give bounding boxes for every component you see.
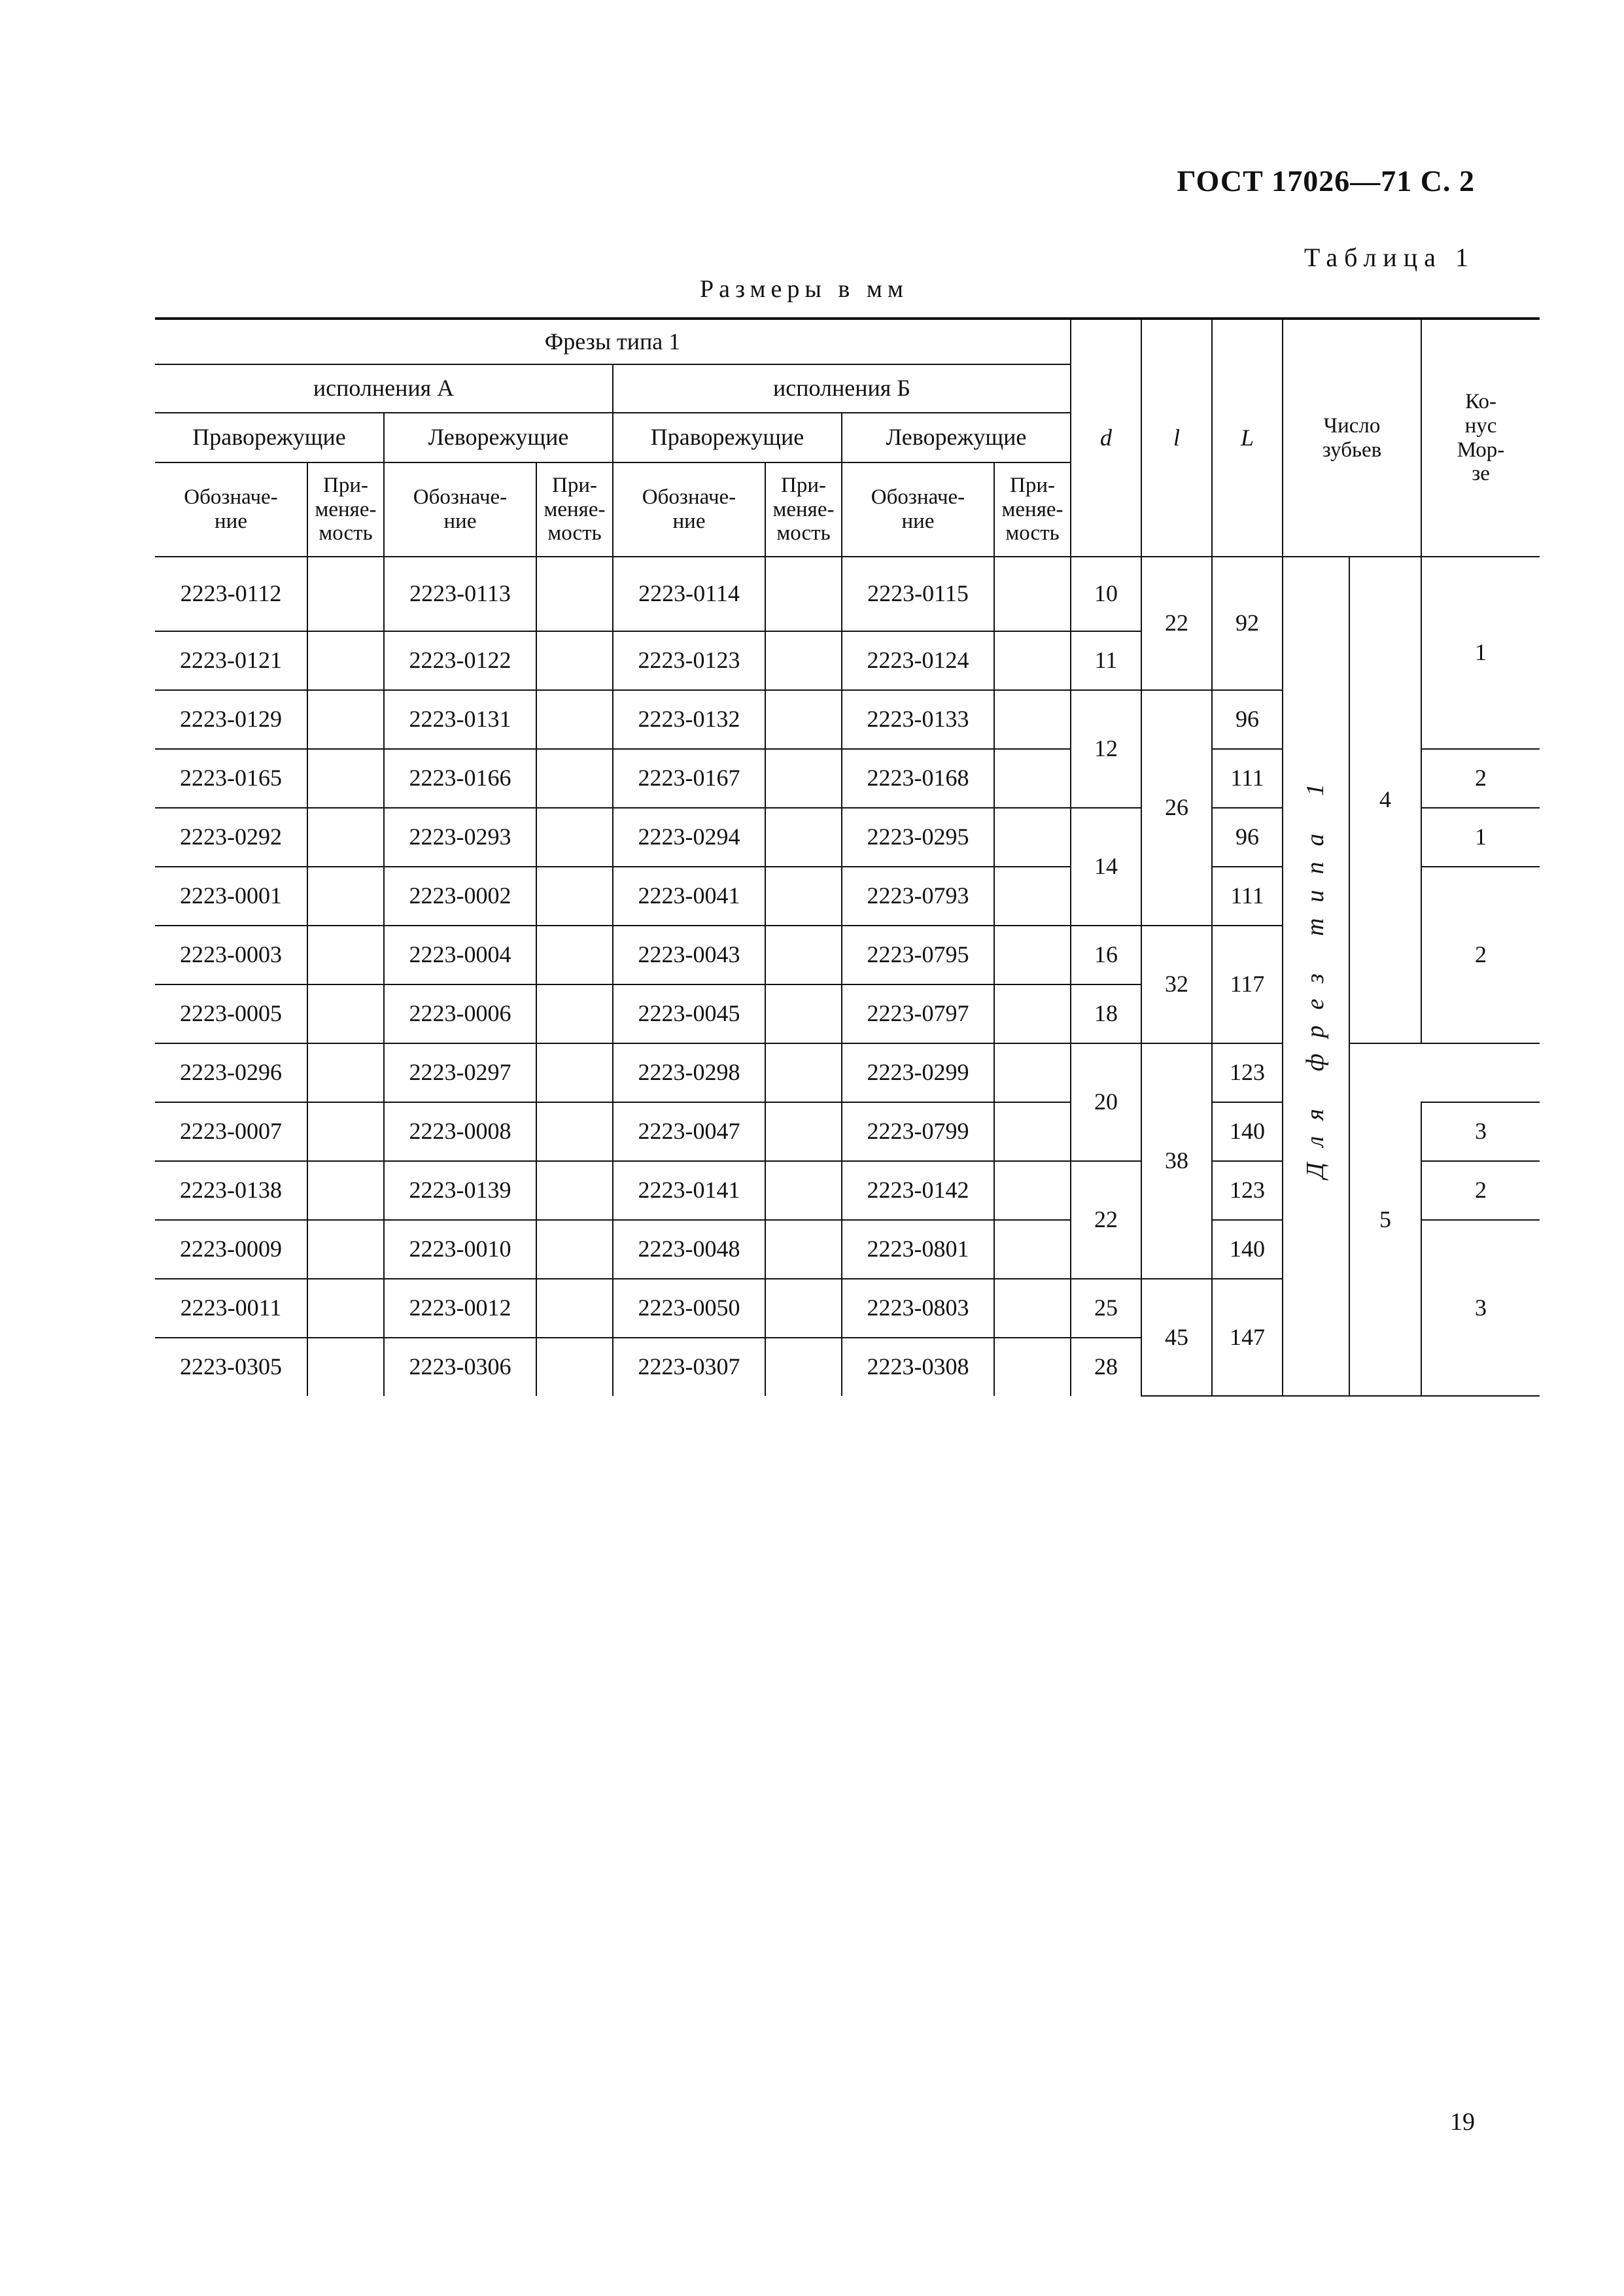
- designation-cell: 2223-0041: [613, 867, 765, 926]
- applicability-header: При- меняе- мость: [994, 462, 1071, 557]
- page-number: 19: [1450, 2108, 1475, 2136]
- designation-cell: 2223-0797: [842, 984, 994, 1043]
- designation-cell: 2223-0112: [155, 557, 307, 631]
- designation-header: Обозначе- ние: [384, 462, 536, 557]
- applicability-cell: [994, 631, 1071, 690]
- morse-taper-header: Ко- нус Мор- зе: [1421, 319, 1540, 557]
- d-cell: 11: [1071, 631, 1141, 690]
- applicability-cell: [307, 557, 384, 631]
- applicability-cell: [994, 1043, 1071, 1102]
- document-header: ГОСТ 17026—71 С. 2: [1177, 164, 1475, 198]
- applicability-cell: [994, 557, 1071, 631]
- applicability-cell: [994, 867, 1071, 926]
- applicability-cell: [765, 1220, 842, 1279]
- vertical-note: Для фрез типа 1: [1302, 768, 1330, 1179]
- d-cell: 28: [1071, 1338, 1141, 1396]
- designation-cell: 2223-0295: [842, 808, 994, 867]
- d-header: d: [1071, 319, 1141, 557]
- applicability-cell: [307, 808, 384, 867]
- applicability-cell: [536, 926, 613, 984]
- table-label: Таблица 1: [1304, 243, 1475, 272]
- applicability-cell: [994, 808, 1071, 867]
- designation-cell: 2223-0142: [842, 1161, 994, 1220]
- group-title-header: Фрезы типа 1: [155, 319, 1071, 364]
- designation-cell: 2223-0167: [613, 749, 765, 808]
- d-cell: 14: [1071, 808, 1141, 926]
- designation-cell: 2223-0307: [613, 1338, 765, 1396]
- designation-cell: 2223-0308: [842, 1338, 994, 1396]
- L-cell: 123: [1212, 1161, 1283, 1220]
- applicability-cell: [307, 749, 384, 808]
- designation-cell: 2223-0004: [384, 926, 536, 984]
- applicability-cell: [536, 984, 613, 1043]
- applicability-cell: [307, 926, 384, 984]
- applicability-cell: [536, 557, 613, 631]
- b-right-cut-header: Праворежущие: [613, 413, 842, 462]
- l-cell: 22: [1141, 557, 1212, 690]
- applicability-cell: [765, 1338, 842, 1396]
- designation-cell: 2223-0047: [613, 1102, 765, 1161]
- designation-cell: 2223-0795: [842, 926, 994, 984]
- applicability-cell: [307, 1043, 384, 1102]
- d-cell: 10: [1071, 557, 1141, 631]
- applicability-cell: [536, 749, 613, 808]
- applicability-cell: [307, 984, 384, 1043]
- d-cell: 12: [1071, 690, 1141, 808]
- L-cell: 96: [1212, 690, 1283, 749]
- L-cell: 123: [1212, 1043, 1283, 1102]
- l-cell: 26: [1141, 690, 1212, 926]
- d-cell: 18: [1071, 984, 1141, 1043]
- applicability-cell: [994, 1338, 1071, 1396]
- L-cell: 140: [1212, 1102, 1283, 1161]
- l-cell: 38: [1141, 1043, 1212, 1279]
- designation-cell: 2223-0299: [842, 1043, 994, 1102]
- teeth-cell: 5: [1349, 1043, 1421, 1396]
- designation-cell: 2223-0007: [155, 1102, 307, 1161]
- applicability-header: При- меняе- мость: [765, 462, 842, 557]
- applicability-cell: [765, 1279, 842, 1338]
- applicability-cell: [765, 631, 842, 690]
- execution-b-header: исполнения Б: [613, 364, 1071, 413]
- designation-cell: 2223-0006: [384, 984, 536, 1043]
- morse-cell: 2: [1421, 749, 1540, 808]
- applicability-cell: [307, 631, 384, 690]
- d-cell: 20: [1071, 1043, 1141, 1161]
- designation-cell: 2223-0293: [384, 808, 536, 867]
- applicability-cell: [765, 808, 842, 867]
- applicability-cell: [536, 1102, 613, 1161]
- l-header: l: [1141, 319, 1212, 557]
- L-header: L: [1212, 319, 1283, 557]
- designation-cell: 2223-0010: [384, 1220, 536, 1279]
- l-cell: 45: [1141, 1279, 1212, 1396]
- applicability-cell: [765, 867, 842, 926]
- d-cell: 16: [1071, 926, 1141, 984]
- designation-header: Обозначе- ние: [842, 462, 994, 557]
- applicability-cell: [994, 1161, 1071, 1220]
- designation-cell: 2223-0131: [384, 690, 536, 749]
- designation-cell: 2223-0799: [842, 1102, 994, 1161]
- teeth-cell: 4: [1349, 557, 1421, 1043]
- designation-cell: 2223-0043: [613, 926, 765, 984]
- designation-cell: 2223-0122: [384, 631, 536, 690]
- teeth-count-header: Число зубьев: [1283, 319, 1421, 557]
- designation-cell: 2223-0305: [155, 1338, 307, 1396]
- applicability-header: При- меняе- мость: [307, 462, 384, 557]
- designation-cell: 2223-0132: [613, 690, 765, 749]
- L-cell: 111: [1212, 749, 1283, 808]
- applicability-cell: [994, 1220, 1071, 1279]
- L-cell: 140: [1212, 1220, 1283, 1279]
- designation-cell: 2223-0005: [155, 984, 307, 1043]
- applicability-cell: [994, 1102, 1071, 1161]
- units-caption: Размеры в мм: [700, 275, 908, 303]
- applicability-cell: [307, 1102, 384, 1161]
- applicability-header: При- меняе- мость: [536, 462, 613, 557]
- applicability-cell: [994, 926, 1071, 984]
- applicability-cell: [307, 1161, 384, 1220]
- morse-cell: 2: [1421, 1161, 1540, 1220]
- applicability-cell: [765, 1102, 842, 1161]
- designation-cell: 2223-0294: [613, 808, 765, 867]
- designation-cell: 2223-0133: [842, 690, 994, 749]
- applicability-cell: [536, 690, 613, 749]
- designation-cell: 2223-0012: [384, 1279, 536, 1338]
- applicability-cell: [765, 926, 842, 984]
- applicability-cell: [765, 749, 842, 808]
- designation-cell: 2223-0003: [155, 926, 307, 984]
- applicability-cell: [765, 1161, 842, 1220]
- designation-cell: 2223-0115: [842, 557, 994, 631]
- applicability-cell: [536, 1161, 613, 1220]
- designation-header: Обозначе- ние: [613, 462, 765, 557]
- designation-cell: 2223-0008: [384, 1102, 536, 1161]
- designation-cell: 2223-0165: [155, 749, 307, 808]
- applicability-cell: [536, 631, 613, 690]
- designation-cell: 2223-0121: [155, 631, 307, 690]
- applicability-cell: [536, 1279, 613, 1338]
- designation-header: Обозначе- ние: [155, 462, 307, 557]
- applicability-cell: [307, 690, 384, 749]
- morse-cell: 2: [1421, 867, 1540, 1043]
- table-row: [155, 557, 1540, 631]
- applicability-cell: [765, 1043, 842, 1102]
- designation-cell: 2223-0050: [613, 1279, 765, 1338]
- designation-cell: 2223-0141: [613, 1161, 765, 1220]
- applicability-cell: [536, 1338, 613, 1396]
- designation-cell: 2223-0011: [155, 1279, 307, 1338]
- designation-cell: 2223-0048: [613, 1220, 765, 1279]
- applicability-cell: [307, 1279, 384, 1338]
- L-cell: 147: [1212, 1279, 1283, 1396]
- applicability-cell: [536, 808, 613, 867]
- applicability-cell: [307, 867, 384, 926]
- applicability-cell: [994, 749, 1071, 808]
- designation-cell: 2223-0009: [155, 1220, 307, 1279]
- applicability-cell: [536, 867, 613, 926]
- designation-cell: 2223-0801: [842, 1220, 994, 1279]
- applicability-cell: [307, 1220, 384, 1279]
- a-left-cut-header: Леворежущие: [384, 413, 613, 462]
- designation-cell: 2223-0298: [613, 1043, 765, 1102]
- designation-cell: 2223-0045: [613, 984, 765, 1043]
- designation-cell: 2223-0168: [842, 749, 994, 808]
- designation-cell: 2223-0296: [155, 1043, 307, 1102]
- applicability-cell: [765, 690, 842, 749]
- applicability-cell: [765, 984, 842, 1043]
- designation-cell: 2223-0139: [384, 1161, 536, 1220]
- designation-cell: 2223-0129: [155, 690, 307, 749]
- cutters-table: [155, 317, 1540, 1397]
- designation-cell: 2223-0123: [613, 631, 765, 690]
- designation-cell: 2223-0306: [384, 1338, 536, 1396]
- designation-cell: 2223-0124: [842, 631, 994, 690]
- L-cell: 117: [1212, 926, 1283, 1043]
- note-cell: [1283, 557, 1349, 1396]
- designation-cell: 2223-0001: [155, 867, 307, 926]
- applicability-cell: [765, 557, 842, 631]
- applicability-cell: [536, 1043, 613, 1102]
- applicability-cell: [307, 1338, 384, 1396]
- applicability-cell: [994, 690, 1071, 749]
- designation-cell: 2223-0002: [384, 867, 536, 926]
- designation-cell: 2223-0793: [842, 867, 994, 926]
- designation-cell: 2223-0114: [613, 557, 765, 631]
- d-cell: 25: [1071, 1279, 1141, 1338]
- d-cell: 22: [1071, 1161, 1141, 1279]
- applicability-cell: [994, 1279, 1071, 1338]
- l-cell: 32: [1141, 926, 1212, 1043]
- execution-a-header: исполнения А: [155, 364, 613, 413]
- morse-cell: 1: [1421, 808, 1540, 867]
- designation-cell: 2223-0803: [842, 1279, 994, 1338]
- L-cell: 96: [1212, 808, 1283, 867]
- designation-cell: 2223-0113: [384, 557, 536, 631]
- designation-cell: 2223-0292: [155, 808, 307, 867]
- morse-cell: 3: [1421, 1220, 1540, 1396]
- morse-cell: 1: [1421, 557, 1540, 749]
- designation-cell: 2223-0297: [384, 1043, 536, 1102]
- designation-cell: 2223-0138: [155, 1161, 307, 1220]
- morse-cell: 3: [1421, 1102, 1540, 1161]
- L-cell: 92: [1212, 557, 1283, 690]
- designation-cell: 2223-0166: [384, 749, 536, 808]
- b-left-cut-header: Леворежущие: [842, 413, 1071, 462]
- a-right-cut-header: Праворежущие: [155, 413, 384, 462]
- applicability-cell: [536, 1220, 613, 1279]
- applicability-cell: [994, 984, 1071, 1043]
- L-cell: 111: [1212, 867, 1283, 926]
